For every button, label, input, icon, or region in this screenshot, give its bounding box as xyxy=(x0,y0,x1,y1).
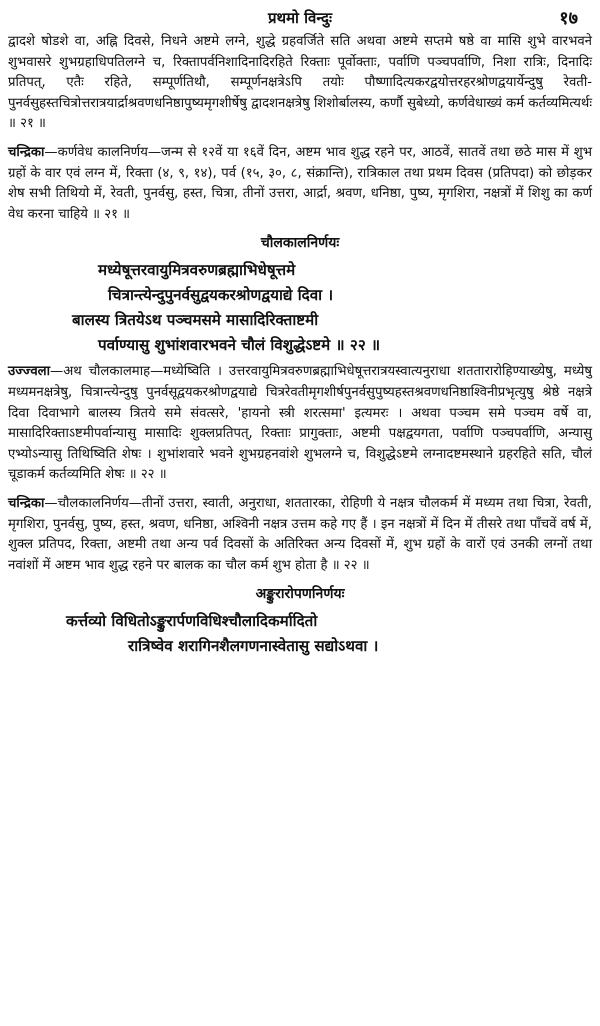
verse-line: पर्वाण्यासु शुभांशवारभवने चौलं विशुद्धेऽष्टमे ॥ २२ ॥ xyxy=(98,336,381,355)
ujjvala-label: उज्ज्वला xyxy=(8,364,51,380)
page-number: १७ xyxy=(559,8,578,29)
verse-line: चित्रान्त्येन्दुपुनर्वसुद्वयकरश्रोणद्वयाद्ये दिवा । xyxy=(108,286,334,305)
ujjvala-text: —अथ चौलकालमाह—मध्येष्विति । उत्तरवायुमित्रवरुणब्रह्माभिधेषूत्तरात्रयस्वात्यनुराधा शततारारोहिण्याख्येषु, मध्येषु मध्यमनक्षत्रेषु, चित्रान्त्येन्दुषु पुनर्वसूद्वयकरश्रोणद्वयाद्ये चित्ररेवतीमृगशीर्षपुनर्वसुपुष्यहस्तश्रवणधनिष्ठाश्विनीप्रभृत्युषु श्रेष्ठे नक्षत्रे दिवा दिवाभागे बालस्य त्रितये समे संवत्सरे, 'हायनो स्त्री शरत्समा' इत्यमरः । अथवा पञ्चम समे पञ्चम वर्षे वा, मासादिरिक्ताऽष्टमीपर्वान्यासु मासादिः शुक्लप्रतिपत्, रिक्ताः प्रागुक्ताः, अष्टमी पक्षद्वयगता, पर्वाणि पञ्चपर्वाणि, अन्यासु एभ्योऽन्यासु तिथिष्विति शेषः । शुभांशवारे भवने शुभग्रहनवांशे शुभलग्ने च, विशुद्धेऽष्टमे लग्नादष्टमस्थाने ग्रहरहिते सति, चौलं चूडाकर्म कर्तव्यमिति शेषः ॥ २२ ॥ xyxy=(8,364,592,483)
verse-23 xyxy=(8,609,592,659)
verse-line: बालस्य त्रितयेऽथ पञ्चमसमे मासादिरिक्ताष्टमी xyxy=(72,311,319,330)
running-title: प्रथमो विन्दुः xyxy=(267,9,333,27)
verse-line: रात्रिष्वेव शरागिनशैलगणनास्वेतासु सद्योऽथवा । xyxy=(128,637,379,656)
chandrika-label: चन्द्रिका xyxy=(8,495,45,511)
verse-line: मध्येषूत्तरवायुमित्रवरुणब्रह्माभिधेषूत्तमे xyxy=(98,261,296,280)
section-heading-chaul: चौलकालनिर्णयः xyxy=(260,235,340,252)
chandrika-label: चन्द्रिका xyxy=(8,144,45,160)
chandrika-paragraph-2 xyxy=(8,494,592,576)
commentary-paragraph-1: द्वादशे षोडशे वा, अह्नि दिवसे, निधने अष्टमे लग्ने, शुद्धे ग्रहवर्जिते सति अथवा अष्टमे सप्तमे षष्ठे वा मासि शुभे वारभवने शुभवासरे शुभग्रहाधिपतिलग्ने च, रिक्तापर्वनिशादिनादिरहिते रिक्ताः पूर्वोक्ताः, पर्वाणि पञ्चपर्वाणि, निशा रात्रिः, दिनादिः प्रतिपत्, एतैः रहिते, सम्पूर्णतिथौ, सम्पूर्णनक्षत्रेऽपि तयोः पौष्णादित्यकरद्वयोत्तरहरश्रोणद्वयार्येन्दुषु रेवती-पुनर्वसुहस्तचित्रोत्तरात्रयार्द्राश्रवणधनिष्ठापुष्यमृगशीर्षेषु द्वादशनक्षत्रेषु शिशोर्बालस्य, कर्णौ सुबेध्यो, कर्णवेधाख्यं कर्म कर्तव्यमित्यर्थः ॥ २१ ॥ xyxy=(8,34,592,132)
ujjvala-paragraph xyxy=(8,362,592,486)
chandrika-paragraph-1 xyxy=(8,143,592,225)
verse-line: कर्त्तव्यो विधितोऽङ्कुरार्पणविधिश्चौलादिकर्मादितो xyxy=(66,612,318,631)
verse-22 xyxy=(8,258,592,358)
section-heading-ankura: अङ्कुरारोपणनिर्णयः xyxy=(255,586,345,603)
chandrika-text: —कर्णवेध कालनिर्णय—जन्म से १२वें या १६वें दिन, अष्टम भाव शुद्ध रहने पर, आठवें, सातवें तथा छठे मास में शुभ ग्रहों के वार एवं लग्न में, रिक्ता (४, ९, १४), पर्व (१५, ३०, ८, संक्रान्ति), रात्रिकाल तथा प्रथम दिवस (प्रतिपदा) को छोड़कर शेष सभी तिथियो में, रेवती, पुनर्वसु, हस्त, चित्रा, तीनों उत्तरा, आर्द्रा, श्रवण, धनिष्ठा, पुष्य, मृगशिरा, नक्षत्रों में शिशु का कर्ण वेध करना चाहिये ॥ २१ ॥ xyxy=(8,144,592,222)
chandrika-text: —चौलकालनिर्णय—तीनों उत्तरा, स्वाती, अनुराधा, शततारका, रोहिणी ये नक्षत्र चौलकर्म में मध्यम तथा चित्रा, रेवती, मृगशिरा, पुनर्वसु, पुष्य, हस्त, श्रवण, धनिष्ठा, अश्विनी नक्षत्र उत्तम कहे गए हैं । इन नक्षत्रों में दिन में तीसरे तथा पाँचवें वर्ष में, शुक्ल प्रतिपद, रिक्ता, अष्टमी तथा अन्य पर्व दिवसों के अतिरिक्त अन्य दिवसों में, शुभ ग्रहों के वारों एवं उनकी लग्नों तथा नवांशों में अष्टम भाव शुद्ध रहने पर बालक का चौल कर्म शुभ होता है ॥ २२ ॥ xyxy=(8,495,592,573)
page-header xyxy=(8,6,592,32)
